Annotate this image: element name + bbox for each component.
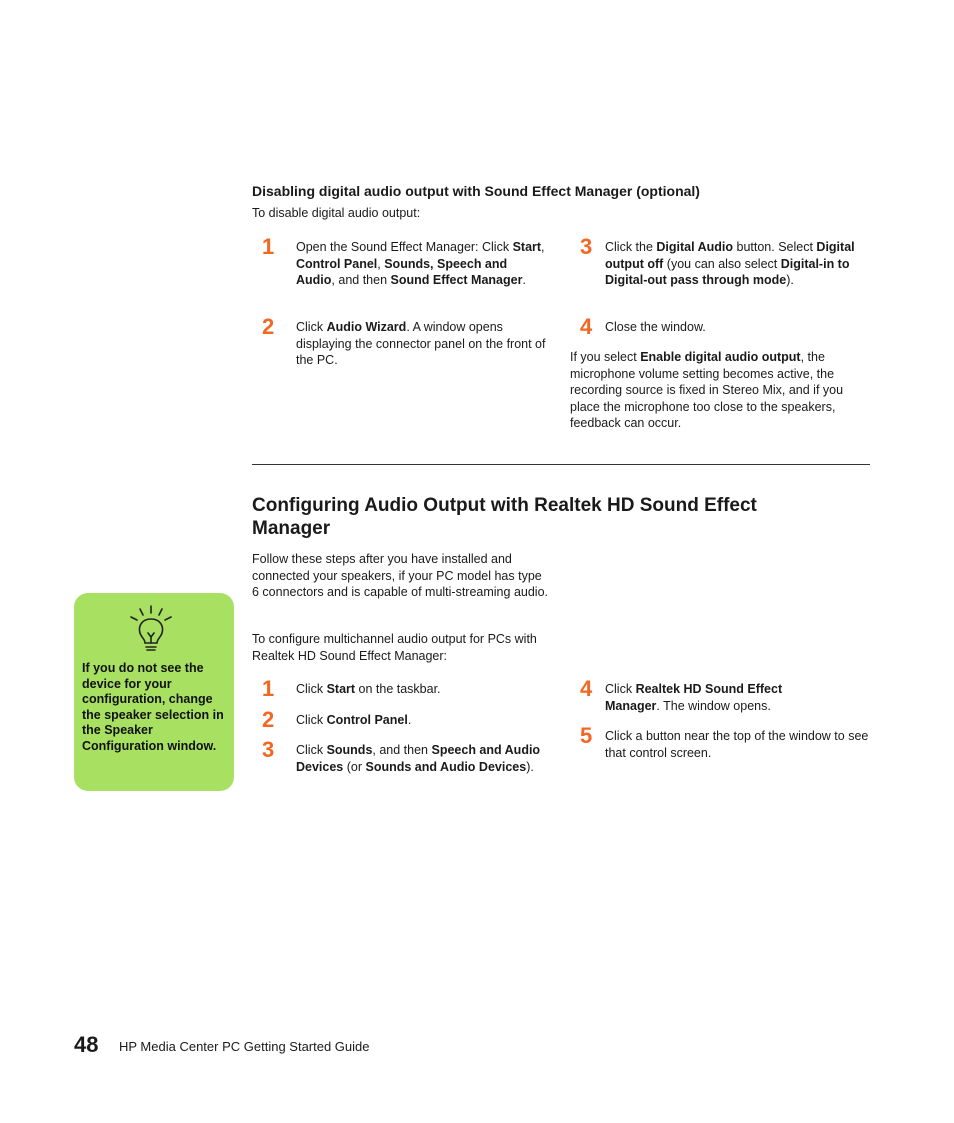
step-text: Click Sounds, and then Speech and Audio Devices (or Sounds and Audio Devices). xyxy=(296,743,541,774)
step-text: Click the Digital Audio button. Select Digital output off (you can also select Digital-in to Digital-out pass through mode). xyxy=(605,240,855,287)
step-number: 1 xyxy=(262,234,275,259)
step-text: Click Start on the taskbar. xyxy=(296,682,441,696)
step-text: Open the Sound Effect Manager: Click Start, Control Panel, Sounds, Speech and Audio, and then Sound Effect Manager. xyxy=(296,240,545,287)
section-intro: To disable digital audio output: xyxy=(252,206,421,220)
section-heading-disable-digital: Disabling digital audio output with Sound Effect Manager (optional) xyxy=(252,183,700,199)
section-divider xyxy=(252,464,870,465)
step-text: Click a button near the top of the window to see that control screen. xyxy=(605,729,869,760)
tip-text: If you do not see the device for your configuration, change the speaker selection in the Speaker Configuration window. xyxy=(82,661,224,753)
step-number: 5 xyxy=(580,723,593,748)
lightbulb-icon xyxy=(126,603,176,655)
step-number: 4 xyxy=(580,676,593,701)
step-number: 4 xyxy=(580,314,593,339)
step-number: 1 xyxy=(262,676,275,701)
section2-paragraph-1: Follow these steps after you have installed and connected your speakers, if your PC model has type 6 connectors and is capable of multi-streaming audio. xyxy=(252,552,548,599)
section-heading-configure-realtek: Configuring Audio Output with Realtek HD Sound Effect Manager xyxy=(252,495,757,539)
section2-paragraph-2: To configure multichannel audio output for PCs with Realtek HD Sound Effect Manager: xyxy=(252,632,537,663)
step-number: 3 xyxy=(580,234,593,259)
step-number: 2 xyxy=(262,314,275,339)
guide-title: HP Media Center PC Getting Started Guide xyxy=(119,1039,370,1054)
digital-audio-note: If you select Enable digital audio output, the microphone volume setting becomes active, the recording source is fixed in Stereo Mix, and if you place the microphone too close to the speakers, feedback can occur. xyxy=(570,350,844,430)
step-text: Click Realtek HD Sound Effect Manager. The window opens. xyxy=(605,682,783,713)
step-text: Click Audio Wizard. A window opens displaying the connector panel on the front of the PC. xyxy=(296,320,546,367)
step-text: Close the window. xyxy=(605,320,706,334)
tip-box xyxy=(74,593,234,791)
step-text: Click Control Panel. xyxy=(296,713,412,727)
page-number: 48 xyxy=(74,1032,99,1057)
step-number: 2 xyxy=(262,707,275,732)
step-number: 3 xyxy=(262,737,275,762)
